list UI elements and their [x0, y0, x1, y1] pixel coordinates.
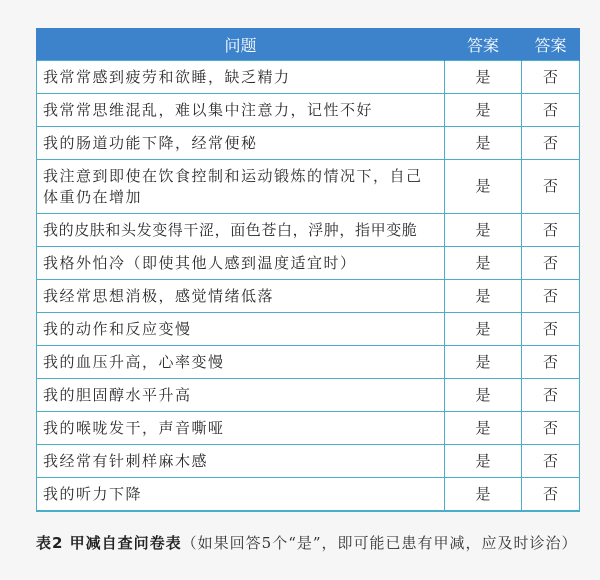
answer-no-cell: 否 [522, 214, 580, 247]
answer-no-cell: 否 [522, 346, 580, 379]
question-cell: 我的喉咙发干，声音嘶哑 [37, 412, 445, 445]
table-row [37, 61, 580, 94]
caption-note: （如果回答5个“是”，即可能已患有甲减，应及时诊治） [181, 534, 578, 552]
answer-no-cell: 否 [522, 127, 580, 160]
answer-no-cell: 否 [522, 313, 580, 346]
table-row [37, 412, 580, 445]
question-cell: 我的肠道功能下降，经常便秘 [37, 127, 445, 160]
answer-yes-cell: 是 [445, 478, 522, 512]
answer-yes-cell: 是 [445, 127, 522, 160]
question-cell: 我的动作和反应变慢 [37, 313, 445, 346]
question-cell: 我注意到即使在饮食控制和运动锻炼的情况下，自己体重仍在增加 [37, 160, 445, 214]
answer-no-cell: 否 [522, 379, 580, 412]
question-cell: 我常常思维混乱，难以集中注意力，记性不好 [37, 94, 445, 127]
table-row [37, 214, 580, 247]
answer-yes-cell: 是 [445, 313, 522, 346]
table-row [37, 379, 580, 412]
answer-no-cell: 否 [522, 61, 580, 94]
question-cell: 我常常感到疲劳和欲睡，缺乏精力 [37, 61, 445, 94]
table-row [37, 478, 580, 512]
answer-yes-cell: 是 [445, 346, 522, 379]
answer-yes-cell: 是 [445, 412, 522, 445]
answer-yes-cell: 是 [445, 214, 522, 247]
header-answer-yes: 答案 [445, 28, 522, 61]
answer-yes-cell: 是 [445, 280, 522, 313]
table-row [37, 346, 580, 379]
answer-yes-cell: 是 [445, 379, 522, 412]
answer-no-cell: 否 [522, 160, 580, 214]
table-row [37, 280, 580, 313]
question-cell: 我经常有针刺样麻木感 [37, 445, 445, 478]
answer-no-cell: 否 [522, 445, 580, 478]
question-cell: 我的听力下降 [37, 478, 445, 512]
question-cell: 我格外怕冷（即使其他人感到温度适宜时） [37, 247, 445, 280]
question-cell: 我的血压升高，心率变慢 [37, 346, 445, 379]
answer-no-cell: 否 [522, 478, 580, 512]
table-row [37, 160, 580, 214]
answer-yes-cell: 是 [445, 445, 522, 478]
header-question: 问题 [37, 28, 445, 61]
answer-yes-cell: 是 [445, 160, 522, 214]
table-row [37, 127, 580, 160]
question-cell: 我经常思想消极，感觉情绪低落 [37, 280, 445, 313]
questionnaire-table-container [36, 28, 579, 512]
answer-yes-cell: 是 [445, 94, 522, 127]
header-answer-no: 答案 [522, 28, 580, 61]
table-row [37, 94, 580, 127]
hypothyroid-self-check-table [36, 28, 580, 512]
table-header-row [37, 28, 580, 61]
answer-no-cell: 否 [522, 247, 580, 280]
question-cell: 我的皮肤和头发变得干涩，面色苍白，浮肿，指甲变脆 [37, 214, 445, 247]
table-row [37, 247, 580, 280]
answer-no-cell: 否 [522, 280, 580, 313]
answer-yes-cell: 是 [445, 61, 522, 94]
answer-yes-cell: 是 [445, 247, 522, 280]
table-row [37, 313, 580, 346]
answer-no-cell: 否 [522, 412, 580, 445]
table-row [37, 445, 580, 478]
caption-title: 表2 甲减自查问卷表 [36, 534, 182, 552]
question-cell: 我的胆固醇水平升高 [37, 379, 445, 412]
table-caption [36, 532, 586, 554]
answer-no-cell: 否 [522, 94, 580, 127]
